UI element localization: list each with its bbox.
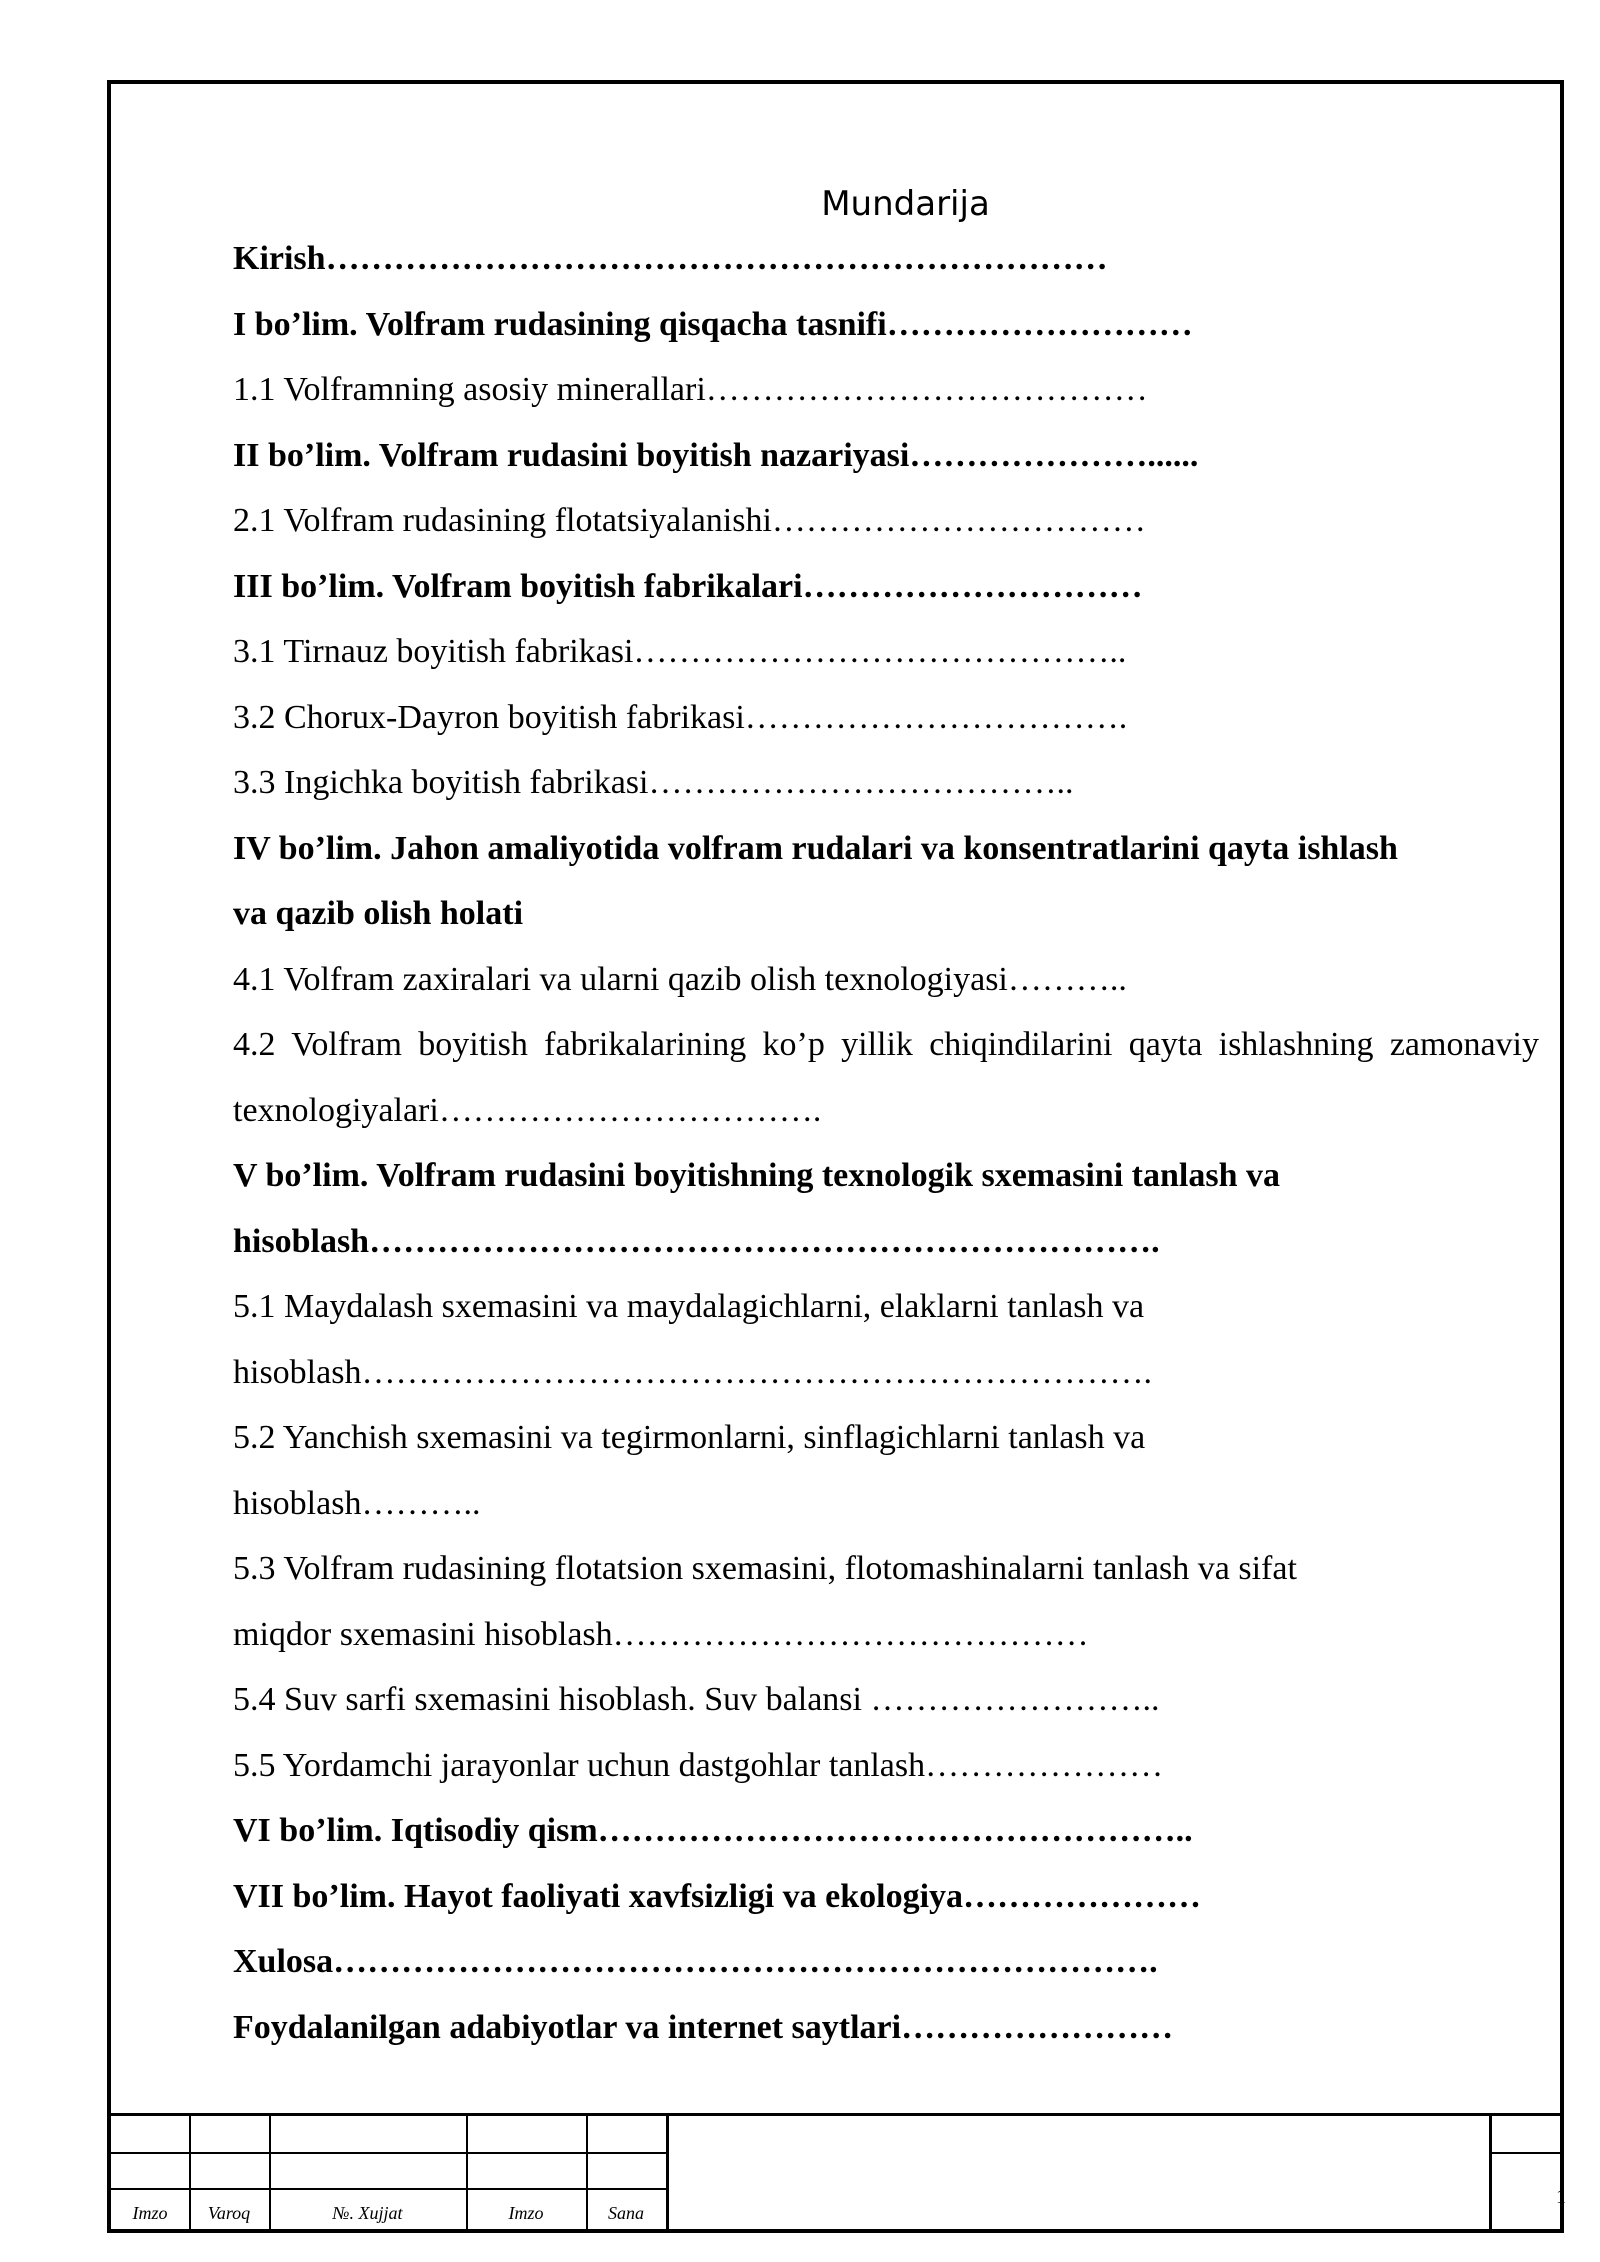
toc-entry: 5.1 Maydalash sxemasini va maydalagichlarni, elaklarni tanlash va [233, 1288, 1145, 1325]
toc-entry: 5.2 Yanchish sxemasini va tegirmonlarni, sinflagichlarni tanlash va [233, 1419, 1146, 1456]
toc-entry: hisoblash……………………………………………………………. [233, 1353, 1152, 1391]
stamp-label-imzo: Imzo [132, 2203, 168, 2223]
stamp-label-sana: Sana [608, 2203, 644, 2223]
toc-entry: hisoblash……………………………………………………………. [233, 1222, 1160, 1260]
toc-entry: 3.1 Tirnauz boyitish fabrikasi…………………………………….. [233, 633, 1127, 670]
toc-entry: 3.2 Chorux-Dayron boyitish fabrikasi……………………………. [233, 698, 1128, 736]
toc-entry: V bo’lim. Volfram rudasini boyitishning texnologik sxemasini tanlash va [233, 1157, 1280, 1194]
page-frame [107, 80, 1564, 2233]
toc-entry: 5.3 Volfram rudasining flotatsion sxemasini, flotomashinalarni tanlash va sifat [233, 1550, 1297, 1587]
toc-entry: 4.2 Volfram boyitish fabrikalarining ko’p yillik chiqindilarini qayta ishlashning zamonaviy texnologiyalari……………………………. [233, 1026, 1539, 1129]
toc-entry: II bo’lim. Volfram rudasini boyitish nazariyasi…………………...... [233, 436, 1199, 474]
toc-entry: IV bo’lim. Jahon amaliyotida volfram rudalari va konsentratlarini qayta ishlash [233, 829, 1398, 867]
toc-entry: miqdor sxemasini hisoblash…………………………………… [233, 1615, 1089, 1653]
stamp-label-imzo-2: Imzo [508, 2203, 544, 2223]
toc-entry: Xulosa………………………………………………………………. [233, 1943, 1158, 1980]
toc-entry: 5.4 Suv sarfi sxemasini hisoblash. Suv balansi …………………….. [233, 1681, 1160, 1718]
toc-entry: 2.1 Volfram rudasining flotatsiyalanishi…………………………… [233, 502, 1146, 539]
toc-entry: 3.3 Ingichka boyitish fabrikasi……………………………….. [233, 764, 1074, 801]
toc-entry: 4.1 Volfram zaxiralari va ularni qazib olish texnologiyasi……….. [233, 960, 1127, 998]
toc-entry: I bo’lim. Volfram rudasining qisqacha tasnifi……………………… [233, 305, 1193, 343]
toc-entry: VII bo’lim. Hayot faoliyati xavfsizligi va ekologiya………………… [233, 1877, 1202, 1915]
toc-entry: Kirish…………………………………………………………… [233, 240, 1108, 277]
page-number: 1 [1556, 2186, 1566, 2208]
toc-entry: 5.5 Yordamchi jarayonlar uchun dastgohlar tanlash………………… [233, 1746, 1164, 1784]
toc-entry: III bo’lim. Volfram boyitish fabrikalari………………………… [233, 567, 1143, 605]
toc-entry: Foydalanilgan adabiyotlar va internet saytlari…………………… [233, 2008, 1174, 2046]
toc-entry: 1.1 Volframning asosiy minerallari………………………………… [233, 371, 1148, 408]
toc-entry: va qazib olish holati [233, 895, 524, 932]
title-block-stamp [111, 2113, 1566, 2229]
toc-entry: VI bo’lim. Iqtisodiy qism…………………………………………….. [233, 1812, 1193, 1849]
toc-entry: hisoblash……….. [233, 1484, 481, 1522]
page-title: Mundarija [821, 184, 990, 224]
stamp-label-xujjat: №. Xujjat [332, 2203, 403, 2223]
stamp-label-varoq: Varoq [207, 2203, 251, 2223]
table-of-contents [233, 226, 1539, 2060]
